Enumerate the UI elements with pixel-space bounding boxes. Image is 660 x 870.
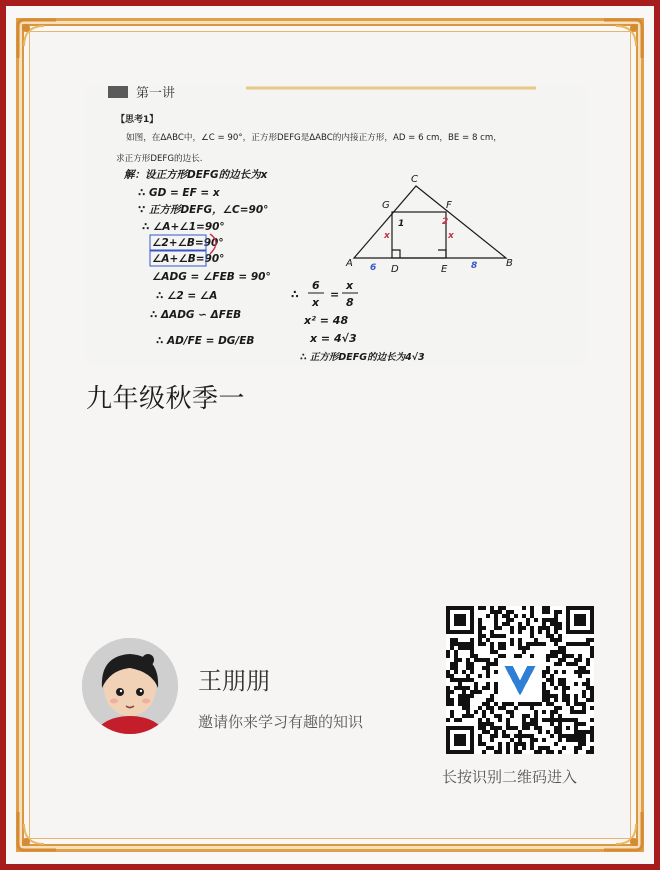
solution-line: 解：设正方形DEFG的边长为x: [124, 169, 268, 181]
lesson-image[interactable]: [86, 86, 586, 366]
step-line: x² = 48: [304, 314, 349, 327]
corner-ornament-icon: [14, 808, 60, 854]
solution-line: ∠ADG = ∠FEB = 90°: [152, 271, 271, 283]
svg-text:E: E: [441, 264, 448, 275]
svg-text:6: 6: [370, 263, 377, 273]
svg-text:8: 8: [346, 296, 354, 309]
corner-ornament-icon: [600, 808, 646, 854]
corner-ornament-icon: [600, 16, 646, 62]
svg-text:G: G: [382, 200, 390, 211]
svg-text:x: x: [346, 279, 354, 292]
solution-line: ∠2+∠B=90°: [152, 237, 224, 249]
solution-line: ∴ ∠A+∠1=90°: [142, 221, 225, 233]
qr-caption: 长按识别二维码进入: [442, 768, 578, 786]
qr-logo-icon: [502, 662, 538, 698]
svg-text:x: x: [312, 296, 320, 309]
svg-text:6: 6: [312, 279, 320, 292]
svg-text:A: A: [346, 258, 353, 269]
header-badge-icon: [108, 86, 128, 98]
avatar-girl-icon: [82, 638, 178, 734]
svg-text:∴: ∴: [291, 288, 299, 301]
solution-line: ∴ GD = EF = x: [138, 187, 220, 199]
solution-line: ∴ ΔADG ∽ ΔFEB: [150, 309, 242, 321]
qr-code[interactable]: [446, 606, 594, 754]
step-line: ∴ 正方形DEFG的边长为4√3: [300, 352, 425, 363]
solution-line: ∠A+∠B=90°: [152, 253, 225, 265]
svg-text:B: B: [506, 258, 513, 269]
author-name: 王朋朋: [198, 667, 270, 695]
svg-text:=: =: [330, 288, 340, 301]
author-subtitle: 邀请你来学习有趣的知识: [198, 713, 364, 731]
solution-line: ∵ 正方形DEFG，∠C=90°: [138, 204, 269, 216]
question-tag: 【思考1】: [116, 115, 159, 125]
corner-ornament-icon: [14, 16, 60, 62]
avatar: [82, 638, 178, 734]
svg-text:x: x: [448, 231, 454, 241]
solution-line: ∴ AD/FE = DG/EB: [156, 335, 255, 347]
solution-line: ∴ ∠2 = ∠A: [156, 290, 218, 302]
svg-text:2: 2: [442, 217, 449, 227]
lesson-caption: 九年级秋季一: [86, 384, 246, 414]
svg-text:F: F: [446, 200, 452, 211]
problem-line-2: 求正方形DEFG的边长.: [116, 154, 203, 164]
svg-text:D: D: [391, 264, 399, 275]
svg-text:8: 8: [471, 261, 478, 271]
svg-text:x: x: [384, 231, 390, 241]
svg-text:C: C: [411, 174, 418, 185]
header-title: 第一讲: [136, 86, 176, 101]
problem-line-1: 如图，在ΔABC中，∠C = 90°，正方形DEFG是ΔABC的内接正方形，AD = 6 cm，BE = 8 cm，: [126, 133, 502, 143]
svg-text:1: 1: [398, 219, 405, 229]
step-line: x = 4√3: [310, 332, 357, 345]
